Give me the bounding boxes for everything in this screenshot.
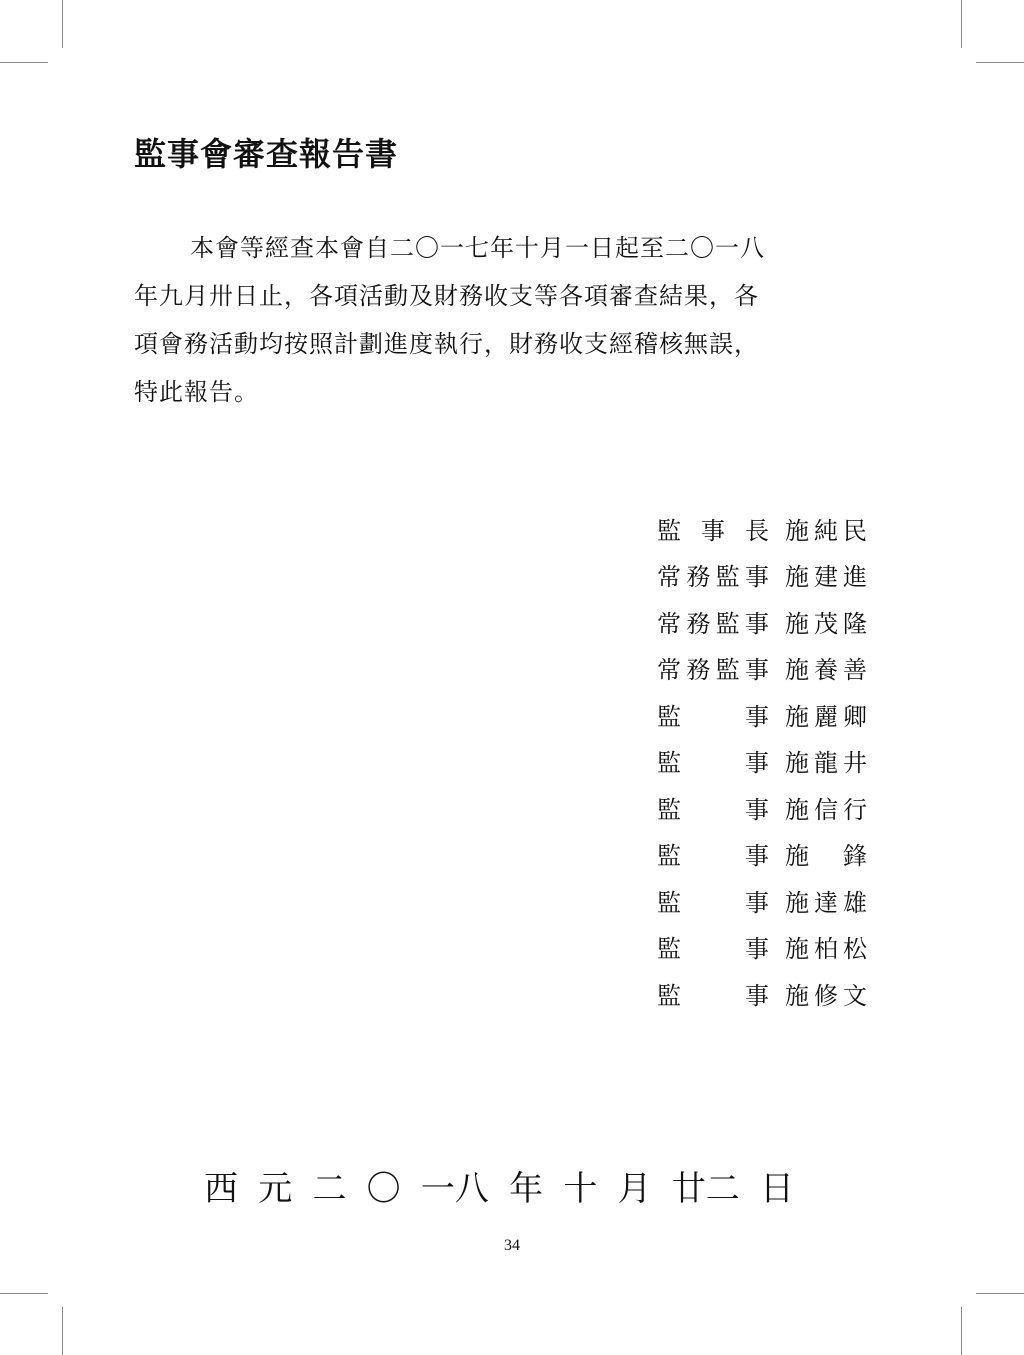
- date-part: 月: [617, 1169, 652, 1209]
- signatory-row: [657, 831, 872, 878]
- name-char: 施: [785, 656, 809, 685]
- title-char: 監: [715, 656, 740, 685]
- name-char: 達: [814, 888, 838, 917]
- crop-mark-bottom-left-horizontal: [0, 1293, 48, 1294]
- title-char: 事: [745, 935, 769, 964]
- date-part: 元: [258, 1169, 293, 1209]
- name-char: 鋒: [843, 842, 867, 871]
- signatory-title: [657, 976, 769, 1011]
- title-char: 監: [657, 935, 681, 964]
- name-char: 施: [785, 563, 809, 592]
- title-char: 監: [657, 981, 681, 1010]
- name-char: 施: [785, 516, 809, 545]
- name-char: 養: [814, 656, 838, 685]
- name-char: 施: [785, 795, 809, 824]
- name-char: 建: [814, 563, 838, 592]
- title-char: 長: [745, 516, 769, 545]
- signatory-title: [657, 650, 769, 685]
- name-char: 施: [785, 981, 809, 1010]
- signatory-name: [785, 743, 867, 778]
- name-char: 施: [785, 609, 809, 638]
- signatory-row: [657, 924, 872, 971]
- body-line: 年九月卅日止，各項活動及財務收支等各項審查結果，各: [134, 282, 759, 310]
- signatory-row: [657, 645, 872, 692]
- name-char: 施: [785, 888, 809, 917]
- name-char: 善: [843, 656, 867, 685]
- title-char: 事: [744, 656, 769, 685]
- signatory-title: [657, 557, 769, 592]
- page-title: 監事會審查報告書: [134, 135, 399, 173]
- title-char: 事: [745, 842, 769, 871]
- name-char: 施: [785, 749, 809, 778]
- title-char: 常: [657, 563, 681, 592]
- name-char: 民: [843, 516, 867, 545]
- name-char: 進: [843, 563, 867, 592]
- title-char: 常: [657, 609, 681, 638]
- title-char: 監: [657, 888, 681, 917]
- title-char: 事: [745, 888, 769, 917]
- report-date: [204, 1167, 794, 1211]
- signatory-title: [657, 883, 769, 918]
- signature-list: [657, 505, 872, 1017]
- date-part: 西: [204, 1169, 238, 1209]
- report-body: [134, 224, 872, 416]
- signatory-title: [657, 743, 769, 778]
- title-char: 常: [657, 656, 681, 685]
- title-char: 務: [686, 563, 711, 592]
- date-part: 年: [509, 1169, 544, 1209]
- name-char: 施: [785, 935, 809, 964]
- name-char: 龍: [814, 749, 838, 778]
- date-part: 二: [312, 1169, 347, 1209]
- title-char: 監: [657, 516, 681, 545]
- title-char: 監: [715, 609, 740, 638]
- title-char: 事: [744, 563, 769, 592]
- signatory-name: [785, 604, 867, 639]
- name-char: 茂: [814, 609, 838, 638]
- crop-mark-top-left-horizontal: [0, 62, 48, 63]
- date-part: 〇: [366, 1169, 401, 1209]
- name-char: 純: [814, 516, 838, 545]
- title-char: 監: [657, 749, 681, 778]
- crop-mark-top-left-vertical: [62, 0, 63, 48]
- name-char: 雄: [843, 888, 867, 917]
- name-char: 文: [843, 981, 867, 1010]
- name-char: 行: [843, 795, 867, 824]
- signatory-name: [785, 557, 867, 592]
- signatory-name: [785, 976, 867, 1011]
- name-char: 隆: [843, 609, 867, 638]
- signatory-row: [657, 970, 872, 1017]
- crop-mark-bottom-right-vertical: [961, 1307, 962, 1355]
- crop-mark-bottom-right-horizontal: [976, 1293, 1024, 1294]
- crop-mark-top-right-horizontal: [976, 62, 1024, 63]
- signatory-row: [657, 877, 872, 924]
- signatory-row: [657, 784, 872, 831]
- name-char: 井: [843, 749, 867, 778]
- signatory-row: [657, 552, 872, 599]
- date-part: 廿二: [671, 1169, 740, 1209]
- date-part: 一八: [420, 1169, 489, 1209]
- name-char: 柏: [814, 935, 838, 964]
- signatory-title: [657, 836, 769, 871]
- crop-mark-top-right-vertical: [961, 0, 962, 48]
- name-char: 麗: [814, 702, 838, 731]
- name-char: 施: [785, 842, 809, 871]
- body-line: 特此報告。: [134, 378, 259, 406]
- title-char: 事: [745, 795, 769, 824]
- signatory-name: [785, 929, 867, 964]
- title-char: 監: [715, 563, 740, 592]
- signatory-row: [657, 738, 872, 785]
- signatory-name: [785, 511, 867, 546]
- name-char: 松: [843, 935, 867, 964]
- crop-mark-bottom-left-vertical: [62, 1307, 63, 1355]
- signatory-row: [657, 598, 872, 645]
- signatory-row: [657, 691, 872, 738]
- page-number: 34: [504, 1237, 520, 1254]
- title-char: 務: [686, 609, 711, 638]
- date-part: 日: [759, 1169, 794, 1209]
- title-char: 事: [701, 516, 725, 545]
- name-char: 卿: [843, 702, 867, 731]
- signatory-name: [785, 836, 867, 871]
- body-line: 本會等經查本會自二〇一七年十月一日起至二〇一八: [190, 234, 765, 262]
- signatory-name: [785, 697, 867, 732]
- title-char: 事: [744, 609, 769, 638]
- name-char: 信: [814, 795, 838, 824]
- signatory-name: [785, 790, 867, 825]
- signatory-row: [657, 505, 872, 552]
- title-char: 務: [686, 656, 711, 685]
- title-char: 監: [657, 842, 681, 871]
- title-char: 事: [745, 749, 769, 778]
- body-line: 項會務活動均按照計劃進度執行，財務收支經稽核無誤，: [134, 330, 759, 358]
- name-char: 修: [814, 981, 838, 1010]
- signatory-title: [657, 929, 769, 964]
- title-char: 監: [657, 702, 681, 731]
- signatory-title: [657, 604, 769, 639]
- signatory-title: [657, 790, 769, 825]
- title-char: 事: [745, 981, 769, 1010]
- signatory-name: [785, 650, 867, 685]
- title-char: 監: [657, 795, 681, 824]
- name-char: 施: [785, 702, 809, 731]
- signatory-title: [657, 511, 769, 546]
- signatory-title: [657, 697, 769, 732]
- signatory-name: [785, 883, 867, 918]
- title-char: 事: [745, 702, 769, 731]
- date-part: 十: [563, 1169, 598, 1209]
